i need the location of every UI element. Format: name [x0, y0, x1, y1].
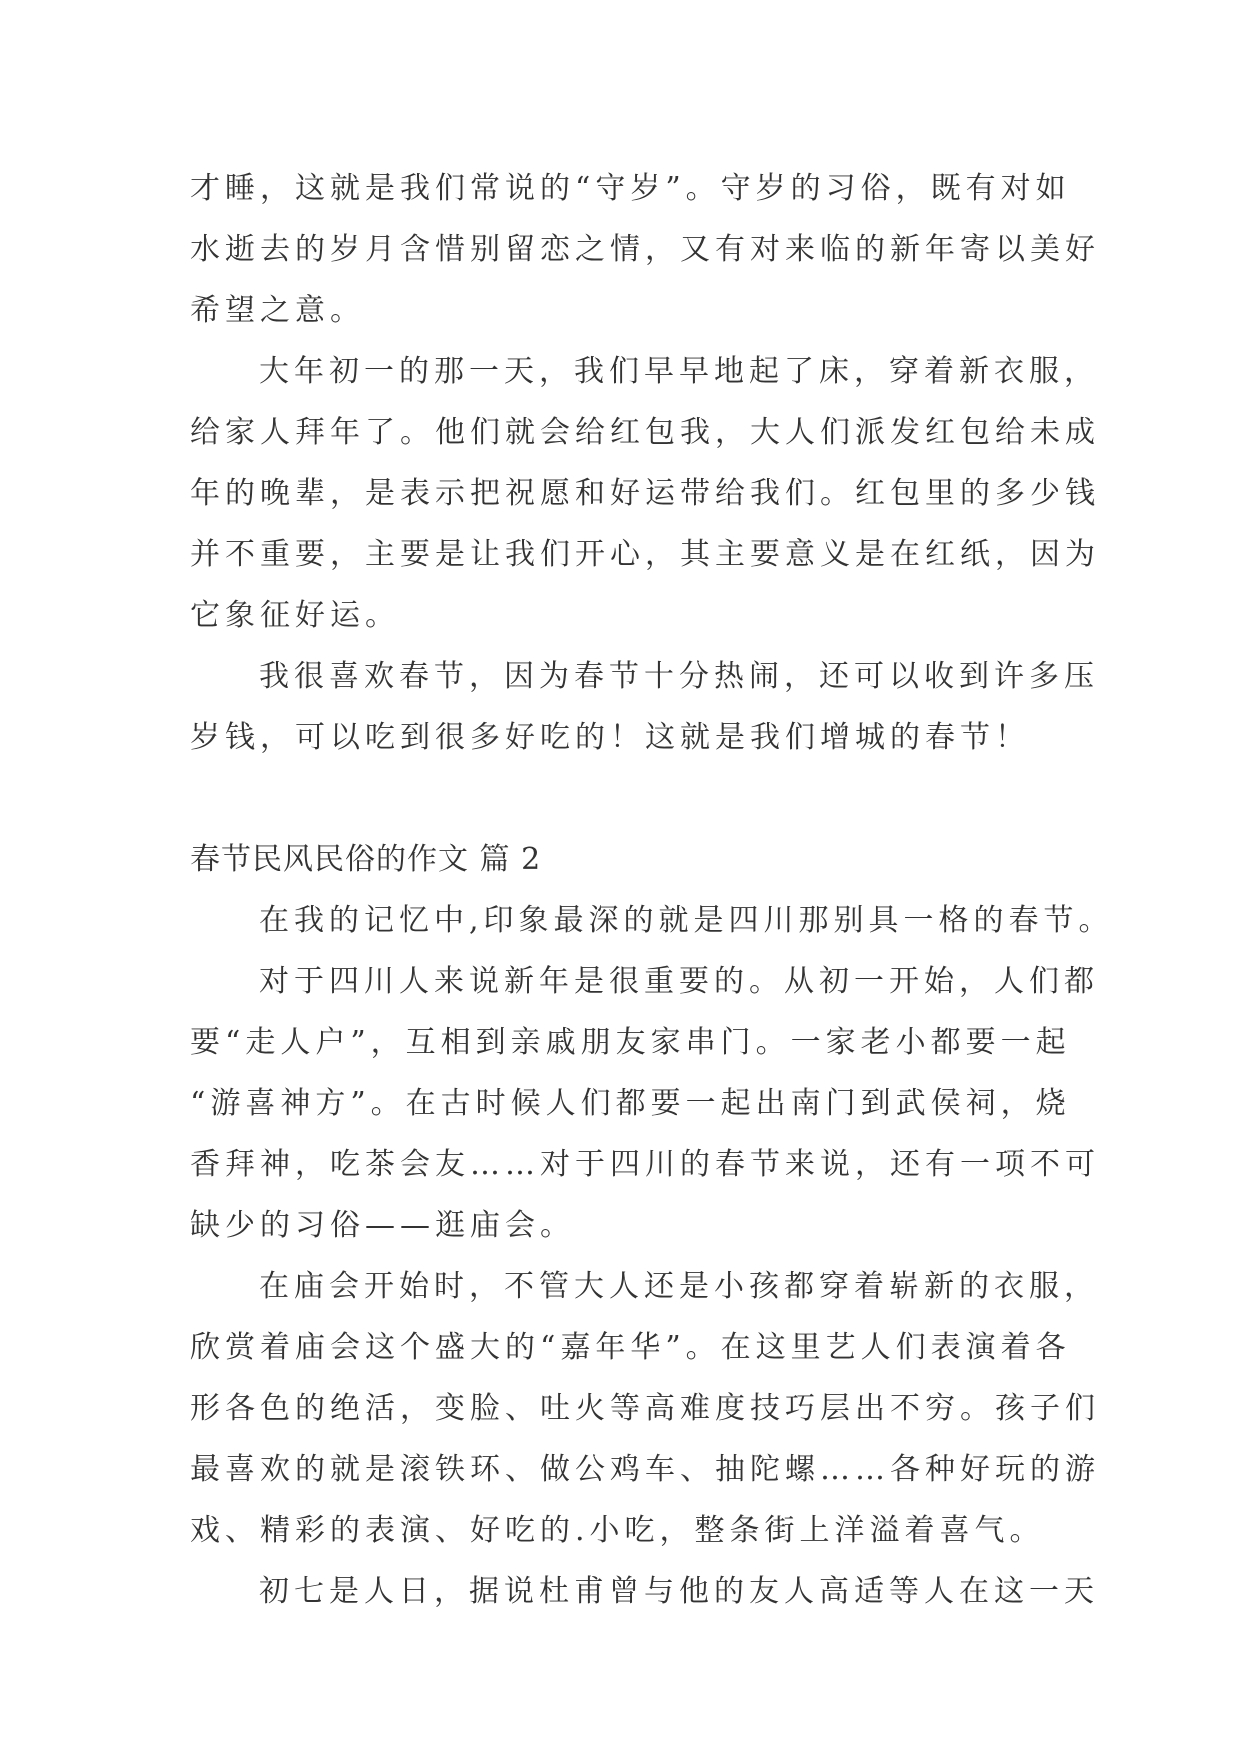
text-line: “游喜神方”。在古时候人们都要一起出南门到武侯祠，烧 — [190, 1086, 1071, 1121]
text-line: 它象征好运。 — [190, 598, 400, 633]
paragraph — [190, 1561, 1099, 1622]
text-line: 才睡，这就是我们常说的“守岁”。守岁的习俗，既有对如 — [190, 171, 1071, 206]
text-line: 初七是人日，据说杜甫曾与他的友人高适等人在这一天 — [259, 1574, 1099, 1609]
text-line: 给家人拜年了。他们就会给红包我，大人们派发红包给未成 — [190, 415, 1100, 450]
text-line: 我很喜欢春节，因为春节十分热闹，还可以收到许多压 — [259, 659, 1099, 694]
text-line: 希望之意。 — [190, 293, 365, 328]
text-line: 香拜神，吃茶会友……对于四川的春节来说，还有一项不可 — [190, 1147, 1100, 1182]
text-line: 戏、精彩的表演、好吃的.小吃，整条街上洋溢着喜气。 — [190, 1513, 1045, 1548]
text-line: 岁钱，可以吃到很多好吃的！这就是我们增城的春节！ — [190, 720, 1030, 755]
paragraph — [190, 1256, 1100, 1561]
text-line: 欣赏着庙会这个盛大的“嘉年华”。在这里艺人们表演着各 — [190, 1330, 1071, 1365]
text-line: 最喜欢的就是滚铁环、做公鸡车、抽陀螺……各种好玩的游 — [190, 1452, 1100, 1487]
document-body — [190, 158, 1114, 1622]
blank-line — [190, 768, 1060, 829]
text-line: 要“走人户”，互相到亲戚朋友家串门。一家老小都要一起 — [190, 1025, 1071, 1060]
text-line: 在庙会开始时，不管大人还是小孩都穿着崭新的衣服， — [259, 1269, 1099, 1304]
text-line: 在我的记忆中,印象最深的就是四川那别具一格的春节。 — [259, 903, 1114, 938]
text-line: 年的晚辈，是表示把祝愿和好运带给我们。红包里的多少钱 — [190, 476, 1100, 511]
section-heading: 春节民风民俗的作文 篇 2 — [190, 842, 542, 877]
text-line: 大年初一的那一天，我们早早地起了床，穿着新衣服， — [259, 354, 1099, 389]
paragraph — [190, 341, 1100, 646]
text-line: 对于四川人来说新年是很重要的。从初一开始，人们都 — [259, 964, 1099, 999]
paragraph — [190, 158, 1100, 341]
text-line: 并不重要，主要是让我们开心，其主要意义是在红纸，因为 — [190, 537, 1100, 572]
text-line: 缺少的习俗——逛庙会。 — [190, 1208, 575, 1243]
paragraph — [190, 646, 1099, 768]
paragraph — [190, 951, 1100, 1256]
text-line: 形各色的绝活，变脸、吐火等高难度技巧层出不穷。孩子们 — [190, 1391, 1100, 1426]
paragraph — [190, 890, 1114, 951]
text-line: 水逝去的岁月含惜别留恋之情，又有对来临的新年寄以美好 — [190, 232, 1100, 267]
